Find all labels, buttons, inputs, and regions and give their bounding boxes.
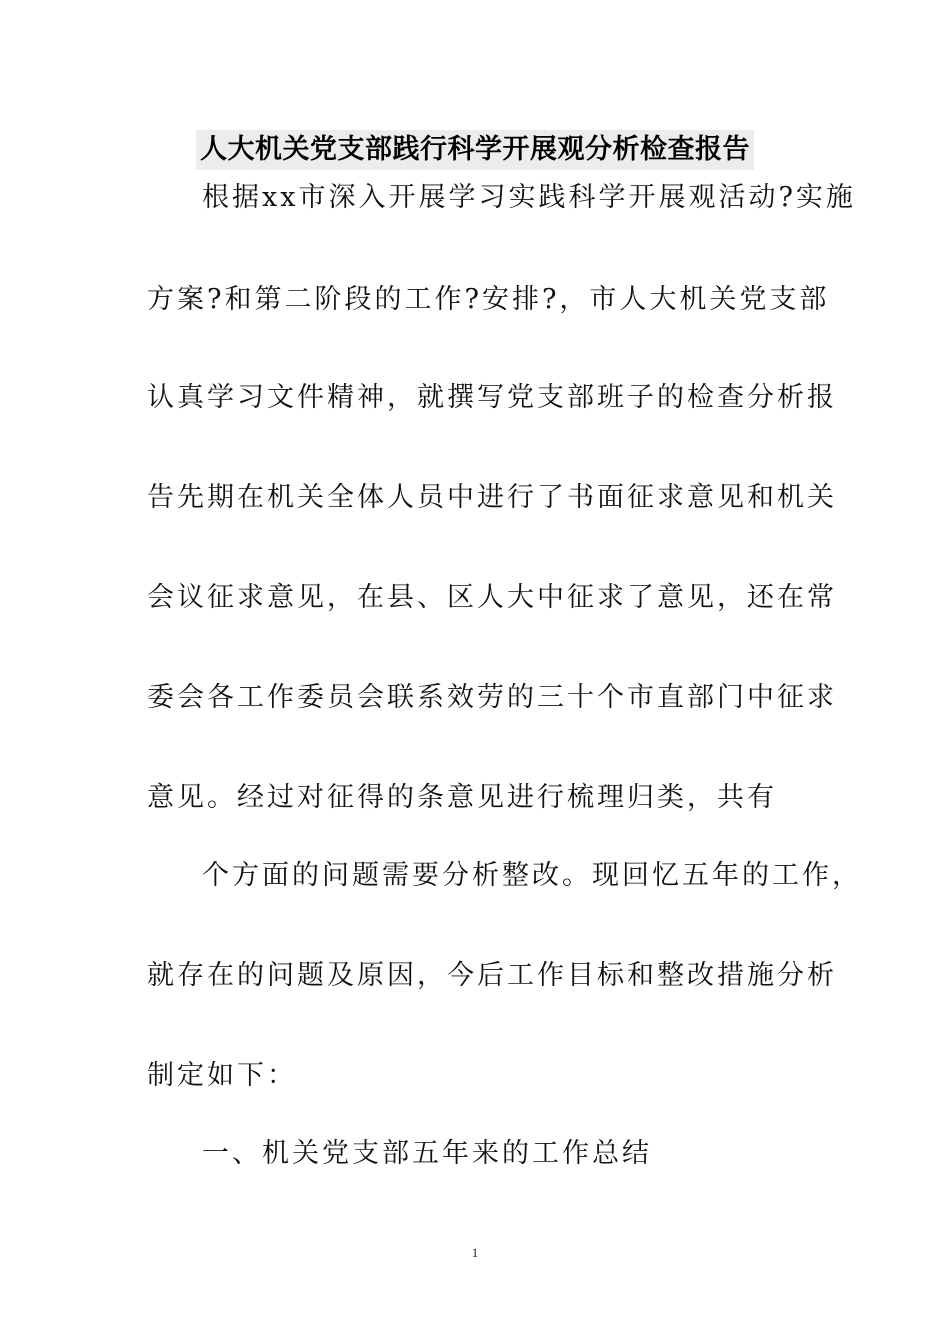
body-line-5: 会议征求意见，在县、区人大中征求了意见，还在常 — [147, 582, 837, 613]
body-line-9: 就存在的问题及原因，今后工作目标和整改措施分析 — [147, 960, 837, 991]
body-line-6: 委会各工作委员会联系效劳的三十个市直部门中征求 — [147, 682, 837, 713]
body-line-7: 意见。经过对征得的条意见进行梳理归类，共有 — [147, 782, 777, 813]
body-line-3: 认真学习文件精神，就撰写党支部班子的检查分析报 — [147, 382, 837, 413]
body-line-8: 个方面的问题需要分析整改。现回忆五年的工作， — [202, 860, 862, 891]
page-number: 1 — [471, 1245, 479, 1260]
body-line-4: 告先期在机关全体人员中进行了书面征求意见和机关 — [147, 482, 837, 513]
section-heading: 一、机关党支部五年来的工作总结 — [202, 1138, 652, 1169]
document-title — [0, 130, 950, 173]
body-line-2: 方案?和第二阶段的工作?安排?，市人大机关党支部 — [147, 284, 830, 315]
document-title-text: 人大机关党支部践行科学开展观分析检查报告 — [196, 130, 754, 170]
body-line-1: 根据xx市深入开展学习实践科学开展观活动?实施 — [202, 182, 856, 213]
body-line-10: 制定如下： — [147, 1060, 297, 1091]
